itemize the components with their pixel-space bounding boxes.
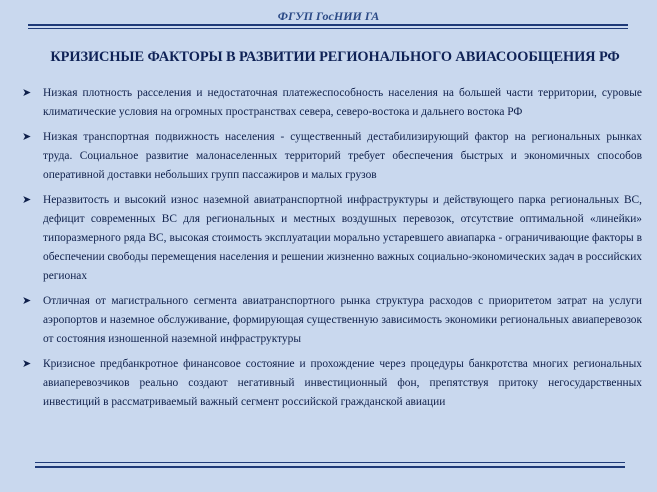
header-rule-top <box>28 24 628 26</box>
footer-rule-bottom <box>35 466 625 468</box>
header-rule-bottom <box>28 28 628 29</box>
arrowhead-bullet-icon: ➤ <box>22 358 32 370</box>
list-item <box>22 191 642 286</box>
slide-title: КРИЗИСНЫЕ ФАКТОРЫ В РАЗВИТИИ РЕГИОНАЛЬНОГО АВИАСООБЩЕНИЯ РФ <box>50 49 620 65</box>
list-item <box>22 355 642 412</box>
arrowhead-bullet-icon: ➤ <box>22 194 32 206</box>
points-list <box>22 84 642 418</box>
point-text: Отличная от магистрального сегмента авиатранспортного рынка структура расходов с приоритетом затрат на услуги аэропортов и наземное обслуживание, формирующая существенную зависимость экономики региональных авиаперевозок от состояния изношенной наземной инфраструктуры <box>43 295 642 345</box>
arrowhead-bullet-icon: ➤ <box>22 131 32 143</box>
arrowhead-bullet-icon: ➤ <box>22 295 32 307</box>
point-text: Низкая плотность расселения и недостаточная платежеспособность населения на большей части территории, суровые климатические условия на огромных пространствах севера, северо-востока и дальнего востока РФ <box>43 87 642 118</box>
point-text: Низкая транспортная подвижность населения - существенный дестабилизирующий фактор на региональных рынках труда. Социальное развитие малонаселенных территорий требует обеспечения быстрых и экономичных способов оперативной доставки небольших групп пассажиров и малых грузов <box>43 131 642 181</box>
point-text: Кризисное предбанкротное финансовое состояние и прохождение через процедуры банкротства многих региональных авиаперевозчиков реально создают негативный инвестиционный фон, препятствуя притоку негосударственных инвестиций в рассматриваемый важный сегмент российской гражданской авиации <box>43 358 642 408</box>
arrowhead-bullet-icon: ➤ <box>22 87 32 99</box>
point-text: Неразвитость и высокий износ наземной авиатранспортной инфраструктуры и действующего парка региональных ВС, дефицит современных ВС для региональных и местных воздушных перевозок, отсутствие оптимальной «линейки» типоразмерного ряда ВС, высокая стоимость эксплуатации морально устаревшего авиапарка - ограничивающие факторы в обеспечении свободы перемещения населения и решении жизненно важных социально-экономических задач в российских регионах <box>43 194 642 282</box>
list-item <box>22 292 642 349</box>
header-org: ФГУП ГосНИИ ГА <box>277 9 380 23</box>
list-item <box>22 128 642 185</box>
footer-rule-top <box>35 462 625 463</box>
list-item <box>22 84 642 122</box>
